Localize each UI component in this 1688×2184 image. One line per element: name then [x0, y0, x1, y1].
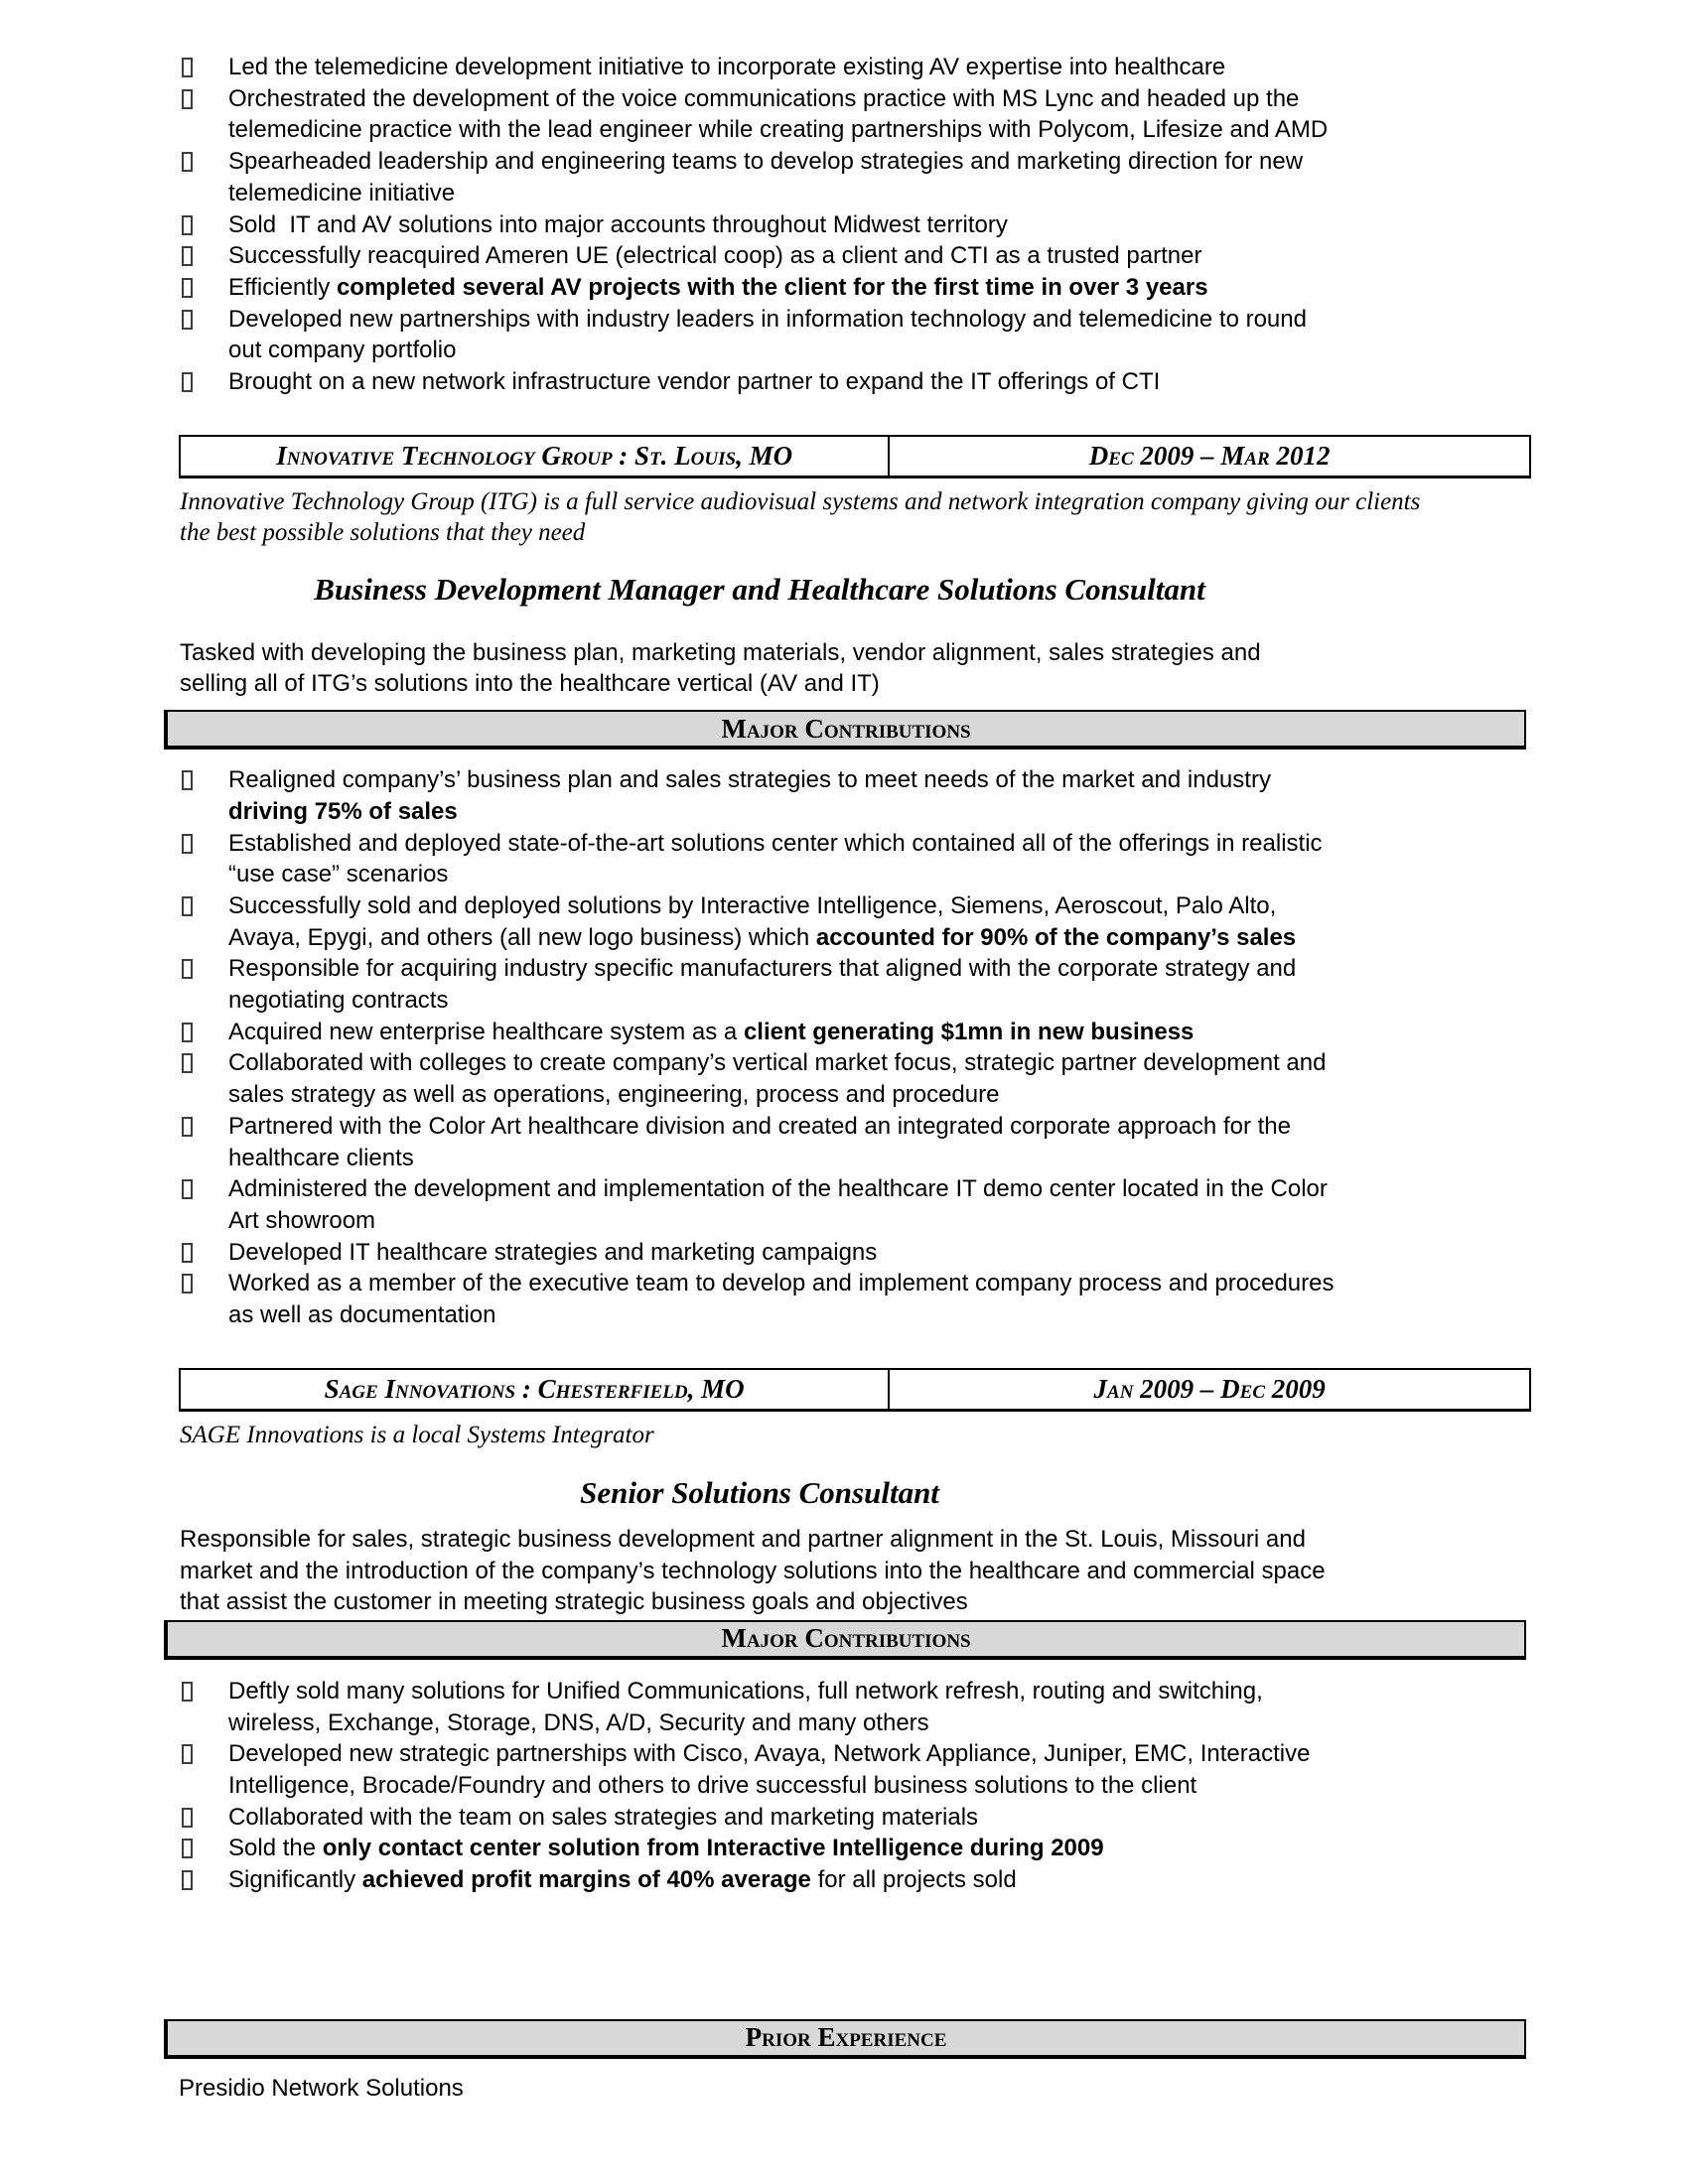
text-line: Responsible for acquiring industry specific manufacturers that aligned with the corporate strategy and	[228, 955, 1297, 983]
text-line: telemedicine practice with the lead engineer while creating partnerships with Polycom, Lifesize and AMD	[228, 116, 1329, 144]
bullet-tofu-icon	[182, 278, 193, 298]
text-line: Responsible for sales, strategic business development and partner alignment in the St. Louis, Missouri and	[180, 1525, 1306, 1553]
text-line: Innovative Technology Group (ITG) is a full service audiovisual systems and network integration company giving our clients	[180, 487, 1421, 515]
bullet-item	[0, 953, 1688, 1016]
bullet-tofu-icon	[182, 1243, 193, 1263]
bullet-item	[0, 146, 1688, 208]
text-line: Intelligence, Brocade/Foundry and others to drive successful business solutions to the client	[228, 1772, 1197, 1800]
section-header-label: Major Contributions	[721, 1623, 971, 1654]
bullet-tofu-icon	[182, 215, 193, 235]
text-line: Administered the development and implementation of the healthcare IT demo center located in the Color	[228, 1175, 1328, 1203]
dates-cell	[890, 1370, 1529, 1409]
text-line: Developed IT healthcare strategies and marketing campaigns	[228, 1238, 878, 1266]
bullet-item	[0, 1268, 1688, 1330]
text-line: Realigned company’s’ business plan and sales strategies to meet needs of the market and industry	[228, 766, 1271, 794]
company-cell	[181, 1370, 890, 1409]
prior-experience-company: Presidio Network Solutions	[179, 2074, 464, 2102]
company-name: Sage Innovations : Chesterfield, MO	[324, 1373, 745, 1404]
text-line: Brought on a new network infrastructure vendor partner to expand the IT offerings of CTI	[228, 368, 1161, 396]
text-line: Art showroom	[228, 1206, 376, 1234]
bullet-item	[0, 83, 1688, 146]
bullet-tofu-icon	[182, 1117, 193, 1137]
text-line: healthcare clients	[228, 1144, 414, 1171]
text-line: Significantly achieved profit margins of 40% average for all projects sold	[228, 1866, 1017, 1894]
text-line: telemedicine initiative	[228, 179, 456, 206]
text-line: Worked as a member of the executive team to develop and implement company process and procedures	[228, 1270, 1335, 1297]
text-line: Sold IT and AV solutions into major accounts throughout Midwest territory	[228, 210, 1008, 238]
bullet-item	[0, 890, 1688, 953]
text-line: sales strategy as well as operations, engineering, process and procedure	[228, 1081, 1000, 1109]
text-line: Avaya, Epygi, and others (all new logo business) which accounted for 90% of the company’s sales	[228, 923, 1297, 951]
text-line: Developed new partnerships with industry leaders in information technology and telemedicine to round	[228, 305, 1307, 333]
section-header-bar-major-contributions-sage	[164, 1620, 1526, 1660]
bullet-item	[0, 1864, 1688, 1896]
bullet-tofu-icon	[182, 1023, 193, 1042]
bullet-item	[0, 1802, 1688, 1834]
text-line: Orchestrated the development of the voice communications practice with MS Lync and headed up the	[228, 84, 1300, 112]
text-line: Deftly sold many solutions for Unified Communications, full network refresh, routing and switching,	[228, 1677, 1263, 1705]
itg-company-table	[179, 435, 1531, 478]
bullet-item	[0, 1047, 1688, 1110]
itg-bullet-list	[0, 764, 1688, 1331]
section-header-bar-prior-experience	[164, 2019, 1526, 2059]
bullet-tofu-icon	[182, 896, 193, 916]
text-line: Established and deployed state-of-the-art solutions center which contained all of the offerings in realistic	[228, 829, 1323, 857]
bullet-tofu-icon	[182, 1808, 193, 1828]
text-line: Partnered with the Color Art healthcare division and created an integrated corporate approach for the	[228, 1112, 1291, 1140]
text-line: Spearheaded leadership and engineering teams to develop strategies and marketing direction for new	[228, 148, 1304, 176]
bullet-item	[0, 1111, 1688, 1173]
sage-job-title: Senior Solutions Consultant	[580, 1474, 939, 1510]
bullet-tofu-icon	[182, 1682, 193, 1702]
bullet-item	[0, 209, 1688, 241]
sage-bullet-list	[0, 1676, 1688, 1896]
bullet-tofu-icon	[182, 246, 193, 266]
bullet-tofu-icon	[182, 152, 193, 172]
text-line: the best possible solutions that they need	[180, 518, 586, 546]
bullet-item	[0, 1833, 1688, 1864]
text-line: Developed new strategic partnerships with Cisco, Avaya, Network Appliance, Juniper, EMC, Interactive	[228, 1740, 1311, 1768]
bullet-tofu-icon	[182, 310, 193, 330]
text-line: “use case” scenarios	[228, 861, 449, 888]
text-line: Efficiently completed several AV projects with the client for the first time in over 3 years	[228, 273, 1208, 301]
section-header-bar-major-contributions-itg	[164, 710, 1526, 750]
company-cell	[181, 437, 890, 476]
text-line: wireless, Exchange, Storage, DNS, A/D, Security and many others	[228, 1708, 929, 1736]
sage-company-description	[180, 1420, 1570, 1450]
employment-dates: Jan 2009 – Dec 2009	[1093, 1373, 1326, 1404]
bullet-item	[0, 1738, 1688, 1801]
bullet-item	[0, 366, 1688, 398]
bullet-tofu-icon	[182, 1274, 193, 1294]
itg-job-title: Business Development Manager and Healthcare Solutions Consultant	[314, 571, 1205, 607]
bullet-item	[0, 764, 1688, 827]
employment-dates: Dec 2009 – Mar 2012	[1088, 440, 1331, 471]
section-header-label: Prior Experience	[745, 2022, 947, 2053]
company-name: Innovative Technology Group : St. Louis, MO	[276, 440, 793, 471]
text-line: Collaborated with colleges to create company’s vertical market focus, strategic partner development and	[228, 1049, 1327, 1077]
bullet-tofu-icon	[182, 1744, 193, 1764]
bullet-tofu-icon	[182, 1179, 193, 1199]
bullet-tofu-icon	[182, 1870, 193, 1890]
text-line: Collaborated with the team on sales strategies and marketing materials	[228, 1803, 979, 1831]
sage-role-summary	[180, 1524, 1570, 1618]
section-header-label: Major Contributions	[721, 713, 971, 744]
bullet-tofu-icon	[182, 834, 193, 854]
text-line: as well as documentation	[228, 1301, 496, 1329]
bullet-tofu-icon	[182, 959, 193, 979]
cti-bullet-list	[0, 52, 1688, 398]
text-line: Sold the only contact center solution from Interactive Intelligence during 2009	[228, 1835, 1104, 1862]
text-line: Successfully reacquired Ameren UE (electrical coop) as a client and CTI as a trusted partner	[228, 242, 1202, 270]
bullet-item	[0, 52, 1688, 83]
bullet-tofu-icon	[182, 89, 193, 109]
bullet-item	[0, 1173, 1688, 1236]
text-line: out company portfolio	[228, 337, 457, 364]
bullet-tofu-icon	[182, 1839, 193, 1858]
text-line: negotiating contracts	[228, 987, 449, 1015]
text-line: SAGE Innovations is a local Systems Integrator	[180, 1421, 654, 1448]
bullet-tofu-icon	[182, 372, 193, 392]
bullet-item	[0, 272, 1688, 304]
text-line: that assist the customer in meeting strategic business goals and objectives	[180, 1588, 968, 1616]
itg-role-summary	[180, 637, 1570, 700]
text-line: market and the introduction of the company’s technology solutions into the healthcare and commercial space	[180, 1557, 1326, 1584]
bullet-item	[0, 828, 1688, 890]
text-line: Acquired new enterprise healthcare system as a client generating $1mn in new business	[228, 1018, 1195, 1045]
text-line: selling all of ITG’s solutions into the healthcare vertical (AV and IT)	[180, 670, 880, 698]
itg-company-description	[180, 486, 1570, 548]
bullet-item	[0, 240, 1688, 272]
bullet-item	[0, 1017, 1688, 1048]
text-line: Led the telemedicine development initiative to incorporate existing AV expertise into healthcare	[228, 54, 1226, 80]
bullet-item	[0, 1676, 1688, 1738]
bullet-tofu-icon	[182, 1053, 193, 1073]
sage-company-table	[179, 1368, 1531, 1412]
text-line: Successfully sold and deployed solutions by Interactive Intelligence, Siemens, Aeroscout, Palo Alto,	[228, 891, 1277, 919]
bullet-item	[0, 1237, 1688, 1269]
text-line: driving 75% of sales	[228, 797, 458, 825]
bullet-tofu-icon	[182, 58, 193, 77]
dates-cell	[890, 437, 1529, 476]
text-line: Tasked with developing the business plan, marketing materials, vendor alignment, sales strategies and	[180, 638, 1261, 666]
bullet-item	[0, 304, 1688, 366]
bullet-tofu-icon	[182, 770, 193, 790]
